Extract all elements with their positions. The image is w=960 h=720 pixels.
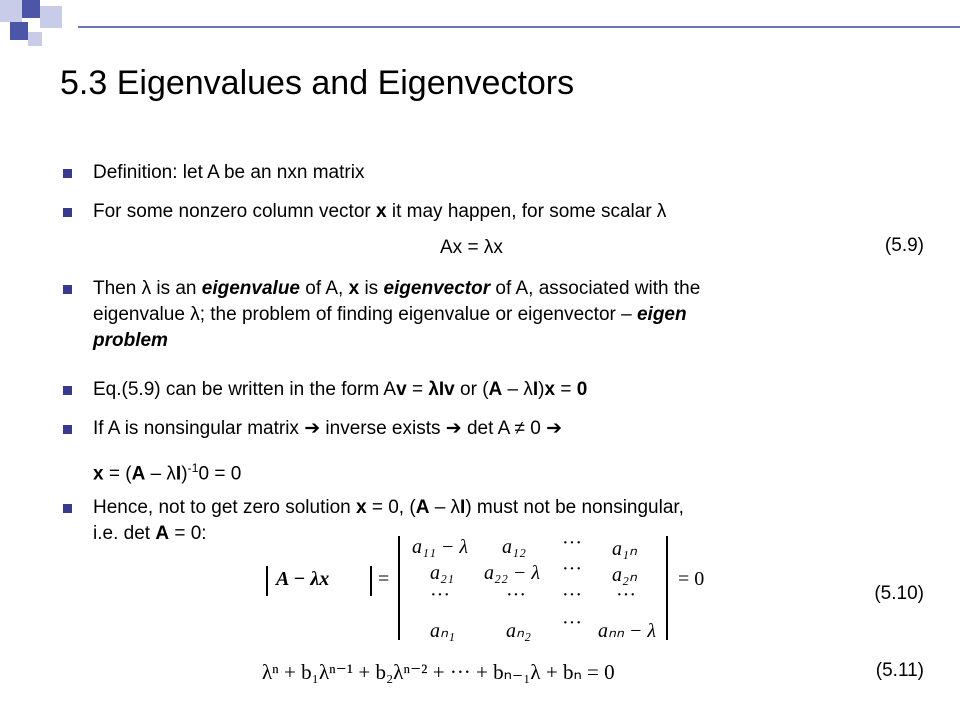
bullet-marker	[63, 169, 72, 178]
matrix-cell: a₁ₙ	[612, 538, 637, 560]
equation-5-11-number: (5.11)	[875, 660, 924, 681]
matrix-a: A	[155, 523, 170, 544]
abs-bar-right	[370, 566, 372, 596]
text-segment: )	[181, 463, 188, 485]
matrix-cell: aₙ₁	[430, 620, 455, 642]
lambda-iv: λIv	[428, 379, 455, 400]
matrix-cell: aₙₙ − λ	[598, 620, 657, 642]
inverse-equation	[93, 455, 241, 487]
text-segment: = (	[103, 463, 132, 485]
bullet-hence	[93, 495, 684, 521]
text-segment: Eq.(5.9) can be written in the form A	[93, 379, 397, 400]
bullet-marker	[63, 504, 72, 513]
rhs-zero: = 0	[678, 568, 705, 590]
text-segment: i.e. det	[93, 523, 156, 544]
equation-5-9-number: (5.9)	[884, 235, 924, 256]
definition-text: let A be an nxn matrix	[177, 162, 365, 183]
text-segment: of A,	[300, 278, 349, 299]
matrix-cell: ···	[562, 558, 582, 580]
header-rule	[78, 26, 960, 28]
bullet-eigen-line3	[93, 328, 168, 354]
bullet-marker	[63, 386, 72, 395]
text-segment: – λ	[429, 497, 461, 518]
abs-bar-left	[266, 566, 268, 596]
vector-x: x	[356, 497, 367, 518]
text-segment: Then λ is an	[93, 278, 202, 299]
bullet-definition	[93, 160, 364, 186]
inverse-superscript: -1	[187, 461, 199, 475]
bullet-hence-line2	[93, 521, 207, 547]
matrix-a: A	[415, 497, 430, 518]
matrix-cell: aₙ₂	[506, 620, 531, 642]
term-eigen: eigen	[636, 304, 687, 325]
identity-i: I	[175, 463, 182, 485]
matrix-cell: a₁₁ − λ	[412, 536, 469, 558]
determinant-equation	[262, 532, 722, 642]
bullet-marker	[63, 425, 72, 434]
text-segment: 0 = 0	[198, 463, 242, 485]
identity-i: I	[532, 379, 539, 400]
characteristic-polynomial: λⁿ + b₁λⁿ⁻¹ + b₂λⁿ⁻² + ··· + bₙ₋₁λ + bₙ = 0	[262, 660, 615, 684]
text-segment: = 0, (	[366, 497, 416, 518]
bullet-nonzero-vector	[93, 199, 666, 225]
text-segment: =	[555, 379, 577, 400]
corner-decoration	[0, 0, 80, 60]
term-eigenvalue: eigenvalue	[201, 278, 300, 299]
text-segment: eigenvalue λ; the problem of finding eigenvalue or eigenvector –	[93, 304, 637, 325]
matrix-cell: ···	[616, 584, 636, 606]
matrix-cell: a₂₁	[430, 562, 454, 584]
slide-title: 5.3 Eigenvalues and Eigenvectors	[60, 64, 575, 102]
vector-v: v	[396, 379, 407, 400]
matrix-cell: a₂₂ − λ	[484, 562, 541, 584]
definition-label: Definition:	[93, 162, 178, 183]
text-segment: – λ	[145, 463, 176, 485]
vector-x: x	[544, 379, 556, 400]
text-segment: =	[406, 379, 429, 400]
matrix-cell: ···	[562, 532, 582, 554]
vector-x: x	[348, 278, 360, 299]
text-segment: Hence, not to get zero solution	[93, 497, 356, 518]
matrix-cell: ···	[506, 584, 526, 606]
matrix-a: A	[488, 379, 503, 400]
lhs-expression: A − λx	[276, 568, 330, 590]
det-bar-left	[398, 536, 400, 640]
bullet-marker	[63, 285, 72, 294]
equation-5-9: Ax = λx	[440, 237, 503, 258]
bullet-eq-form	[93, 377, 587, 403]
vector-x: x	[93, 463, 104, 485]
bullet-eigen-definition	[93, 276, 700, 302]
text-segment: For some nonzero column vector	[93, 201, 377, 222]
identity-i: I	[460, 497, 466, 518]
zero-vector: 0	[576, 379, 588, 400]
text-segment: or (	[454, 379, 489, 400]
matrix-cell: ···	[562, 584, 582, 606]
text-segment: )	[538, 379, 545, 400]
matrix-cell: a₁₂	[502, 536, 526, 558]
text-segment: ) must not be nonsingular,	[465, 497, 684, 518]
text-segment: = 0:	[169, 523, 207, 544]
matrix-a: A	[131, 463, 146, 485]
bullet-marker	[63, 208, 72, 217]
equals-sign: =	[378, 568, 390, 590]
matrix-cell: ···	[430, 584, 450, 606]
bullet-nonsingular: If A is nonsingular matrix ➔ inverse exists ➔ det A ≠ 0 ➔	[93, 418, 562, 439]
text-segment: it may happen, for some scalar λ	[386, 201, 667, 222]
matrix-cell: a₂ₙ	[612, 564, 637, 586]
det-bar-right	[666, 536, 668, 640]
bullet-eigen-line2	[93, 302, 687, 328]
term-eigenvector: eigenvector	[383, 278, 491, 299]
vector-x: x	[376, 201, 387, 222]
text-segment: of A, associated with the	[490, 278, 701, 299]
matrix-cell: ···	[562, 612, 582, 634]
text-segment: – λ	[502, 379, 533, 400]
equation-5-10-number: (5.10)	[874, 583, 924, 604]
term-problem: problem	[93, 330, 168, 351]
text-segment: is	[359, 278, 384, 299]
